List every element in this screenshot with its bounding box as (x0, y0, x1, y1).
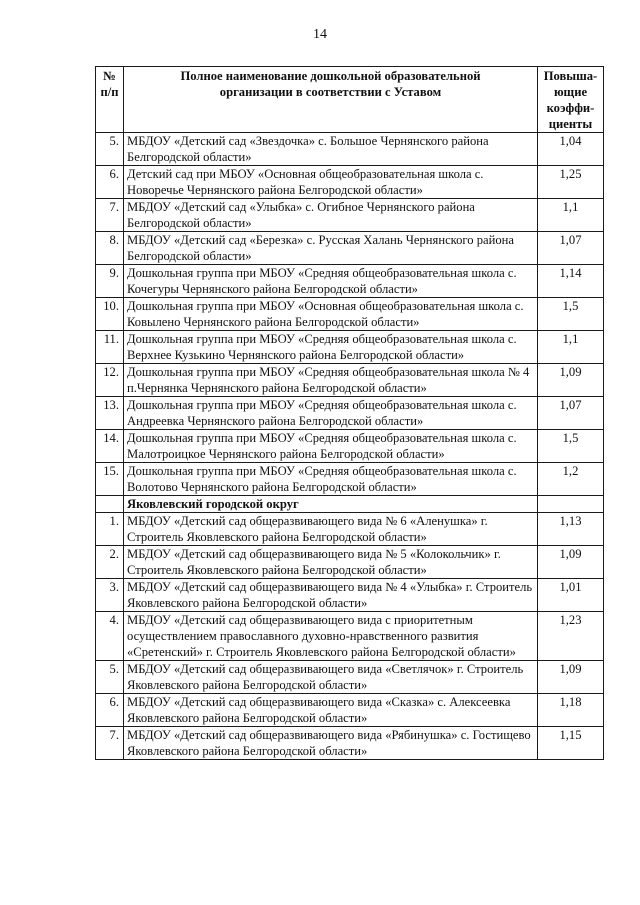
row-number: 3. (96, 579, 124, 612)
table-row (96, 166, 604, 199)
institution-name: МБДОУ «Детский сад общеразвивающего вида «Рябинушка» с. Гостищево Яковлевского района Белгородской области» (124, 727, 538, 760)
institution-name: Яковлевский городской округ (124, 496, 538, 513)
institution-name: МБДОУ «Детский сад общеразвивающего вида № 6 «Аленушка» г. Строитель Яковлевского района Белгородской области» (124, 513, 538, 546)
table-row (96, 364, 604, 397)
table-row (96, 546, 604, 579)
row-number: 4. (96, 612, 124, 661)
row-number: 13. (96, 397, 124, 430)
institution-name: МБДОУ «Детский сад общеразвивающего вида «Светлячок» г. Строитель Яковлевского района Белгородской области» (124, 661, 538, 694)
table-row (96, 265, 604, 298)
row-number: 2. (96, 546, 124, 579)
coefficient-value: 1,07 (538, 397, 604, 430)
row-number: 8. (96, 232, 124, 265)
coefficient-value: 1,25 (538, 166, 604, 199)
row-number: 9. (96, 265, 124, 298)
table-row (96, 463, 604, 496)
institution-name: МБДОУ «Детский сад «Улыбка» с. Огибное Чернянского района Белгородской области» (124, 199, 538, 232)
institution-name: МБДОУ «Детский сад общеразвивающего вида № 4 «Улыбка» г. Строитель Яковлевского района Белгородской области» (124, 579, 538, 612)
institution-name: Дошкольная группа при МБОУ «Средняя общеобразовательная школа с. Волотово Чернянского района Белгородской области» (124, 463, 538, 496)
coefficient-value: 1,1 (538, 331, 604, 364)
institution-name: МБДОУ «Детский сад общеразвивающего вида с приоритетным осуществлением православного духовно-нравственного развития «Сретенский» г. Строитель Яковлевского района Белгородской области» (124, 612, 538, 661)
table-row (96, 397, 604, 430)
coefficient-value: 1,04 (538, 133, 604, 166)
table-row (96, 232, 604, 265)
page-number: 14 (313, 27, 327, 42)
row-number: 6. (96, 166, 124, 199)
row-number: 12. (96, 364, 124, 397)
table-row (96, 430, 604, 463)
coefficient-value: 1,18 (538, 694, 604, 727)
row-number: 11. (96, 331, 124, 364)
row-number: 7. (96, 199, 124, 232)
table-row (96, 133, 604, 166)
table-header-row (96, 67, 604, 133)
institution-name: МБДОУ «Детский сад общеразвивающего вида «Сказка» с. Алексеевка Яковлевского района Белгородской области» (124, 694, 538, 727)
row-number (96, 496, 124, 513)
institutions-table (95, 66, 604, 760)
table-row (96, 694, 604, 727)
row-number: 5. (96, 661, 124, 694)
institution-name: Дошкольная группа при МБОУ «Средняя общеобразовательная школа № 4 п.Чернянка Чернянского района Белгородской области» (124, 364, 538, 397)
institution-name: Дошкольная группа при МБОУ «Средняя общеобразовательная школа с. Малотроицкое Чернянского района Белгородской области» (124, 430, 538, 463)
table-row (96, 612, 604, 661)
institution-name: Дошкольная группа при МБОУ «Средняя общеобразовательная школа с. Верхнее Кузькино Чернянского района Белгородской области» (124, 331, 538, 364)
institution-name: МБДОУ «Детский сад «Березка» с. Русская Халань Чернянского района Белгородской области» (124, 232, 538, 265)
table-row (96, 661, 604, 694)
coefficient-value: 1,13 (538, 513, 604, 546)
table-row (96, 579, 604, 612)
coefficient-value: 1,09 (538, 661, 604, 694)
table-row (96, 199, 604, 232)
row-number: 14. (96, 430, 124, 463)
coefficient-value: 1,2 (538, 463, 604, 496)
coefficient-value: 1,5 (538, 298, 604, 331)
coefficient-value: 1,09 (538, 364, 604, 397)
row-number: 10. (96, 298, 124, 331)
coefficient-value: 1,23 (538, 612, 604, 661)
row-number: 1. (96, 513, 124, 546)
header-coef: Повыша-ющие коэффи-циенты (538, 67, 604, 133)
institution-name: Дошкольная группа при МБОУ «Средняя общеобразовательная школа с. Кочегуры Чернянского района Белгородской области» (124, 265, 538, 298)
institution-name: Дошкольная группа при МБОУ «Средняя общеобразовательная школа с. Андреевка Чернянского района Белгородской области» (124, 397, 538, 430)
header-name: Полное наименование дошкольной образовательной организации в соответствии с Уставом (124, 67, 538, 133)
coefficient-value: 1,1 (538, 199, 604, 232)
table-row (96, 331, 604, 364)
coefficient-value (538, 496, 604, 513)
table-row (96, 513, 604, 546)
row-number: 5. (96, 133, 124, 166)
coefficient-value: 1,09 (538, 546, 604, 579)
row-number: 6. (96, 694, 124, 727)
coefficient-value: 1,14 (538, 265, 604, 298)
institution-name: МБДОУ «Детский сад общеразвивающего вида № 5 «Колокольчик» г. Строитель Яковлевского района Белгородской области» (124, 546, 538, 579)
section-row (96, 496, 604, 513)
coefficient-value: 1,5 (538, 430, 604, 463)
row-number: 15. (96, 463, 124, 496)
institution-name: МБДОУ «Детский сад «Звездочка» с. Большое Чернянского района Белгородской области» (124, 133, 538, 166)
institution-name: Дошкольная группа при МБОУ «Основная общеобразовательная школа с. Ковылено Чернянского района Белгородской области» (124, 298, 538, 331)
row-number: 7. (96, 727, 124, 760)
coefficient-value: 1,15 (538, 727, 604, 760)
header-num: № п/п (96, 67, 124, 133)
coefficient-value: 1,01 (538, 579, 604, 612)
table-row (96, 298, 604, 331)
table-body (96, 133, 604, 760)
coefficient-value: 1,07 (538, 232, 604, 265)
institution-name: Детский сад при МБОУ «Основная общеобразовательная школа с. Новоречье Чернянского района Белгородской области» (124, 166, 538, 199)
table-row (96, 727, 604, 760)
